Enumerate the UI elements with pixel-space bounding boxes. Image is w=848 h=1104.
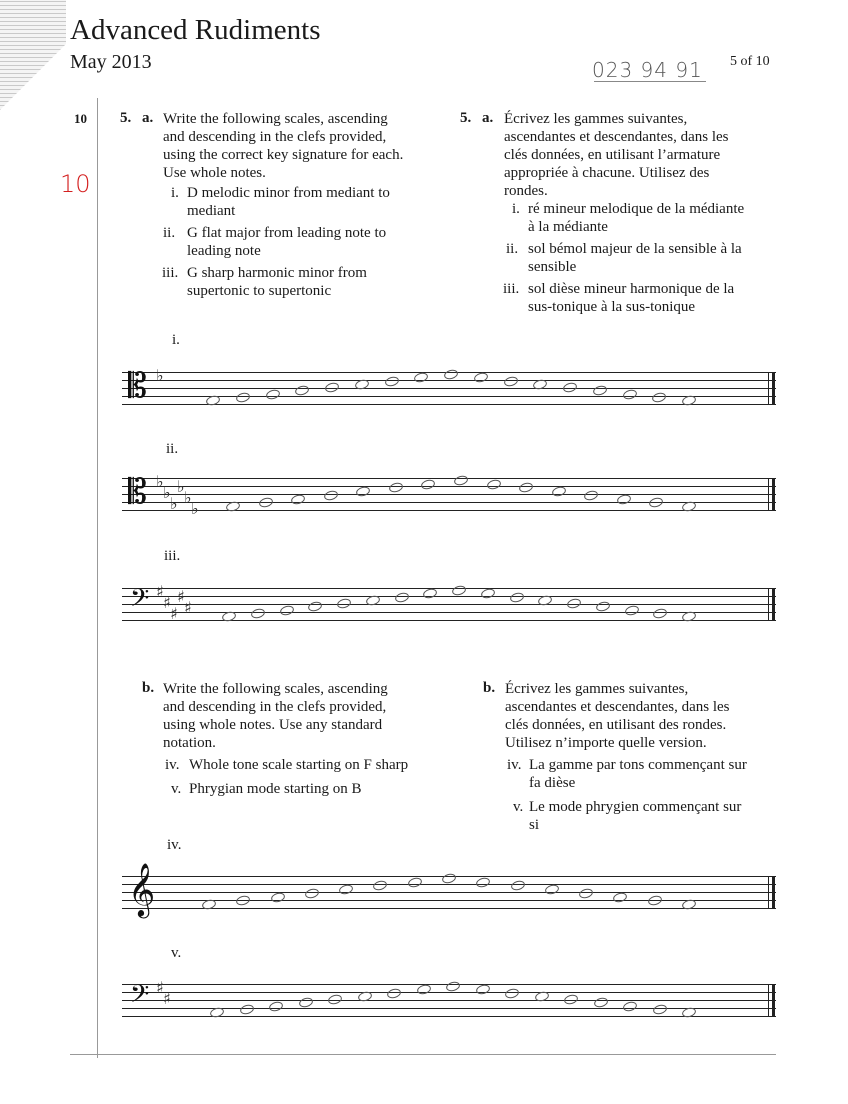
question-part-a: a. bbox=[142, 110, 154, 126]
whole-note bbox=[503, 375, 519, 387]
sharp-icon: ♯ bbox=[163, 593, 171, 612]
whole-note bbox=[518, 482, 534, 494]
whole-note bbox=[250, 607, 266, 619]
items-a-en bbox=[163, 184, 453, 300]
whole-note bbox=[422, 588, 438, 600]
staff-v-bass bbox=[122, 978, 776, 1016]
whole-note bbox=[235, 895, 251, 907]
staff-line bbox=[122, 596, 776, 597]
sharp-icon: ♯ bbox=[177, 587, 185, 606]
whole-note bbox=[551, 485, 567, 497]
staff-line bbox=[122, 380, 776, 381]
end-barline-thin bbox=[768, 876, 769, 908]
whole-note bbox=[407, 876, 423, 888]
flat-icon: ♭ bbox=[156, 366, 164, 385]
item-ii-fr: ii. sol bémol majeur de la sensible à la sensible bbox=[506, 241, 742, 275]
whole-note bbox=[386, 987, 402, 999]
staff-line bbox=[122, 404, 776, 405]
handwritten-student-id: 023 94 91 bbox=[592, 58, 703, 82]
margin-rule bbox=[97, 98, 98, 1058]
whole-note bbox=[388, 482, 404, 494]
item-iv-en: iv. Whole tone scale starting on F sharp bbox=[165, 757, 409, 773]
instructions-a-en: Write the following scales, ascending and descending in the clefs provided, using the correct key signature for each. Use whole notes. bbox=[163, 111, 404, 181]
staff-line bbox=[122, 892, 776, 893]
whole-note bbox=[624, 604, 640, 616]
staff-label-i: i. bbox=[172, 332, 180, 348]
handwritten-score: 10 bbox=[60, 170, 91, 198]
staff-iv-treble bbox=[122, 862, 776, 916]
instructions-a-fr: Écrivez les gammes suivantes, ascendantes et descendantes, dans les clés données, en utilisant l’armature appropriée à chacune. Utilisez des rondes. bbox=[504, 111, 729, 199]
instructions-b-en: Write the following scales, ascending and descending in the clefs provided, using whole notes. Use any standard notation. bbox=[163, 681, 388, 751]
end-barline-thick bbox=[772, 876, 775, 908]
whole-note bbox=[651, 391, 667, 403]
alto-clef-icon: 𝄡 bbox=[128, 366, 147, 406]
whole-note bbox=[441, 872, 457, 884]
whole-note bbox=[304, 887, 320, 899]
staff-ii-alto bbox=[122, 472, 776, 518]
page-number: 5 of 10 bbox=[730, 54, 770, 69]
staff-line bbox=[122, 612, 776, 613]
end-barline-thin bbox=[768, 588, 769, 620]
whole-note bbox=[509, 591, 525, 603]
id-underline bbox=[594, 81, 706, 82]
whole-note bbox=[648, 497, 664, 509]
flat-icon: ♭ bbox=[163, 483, 171, 502]
alto-clef-icon: 𝄡 bbox=[128, 472, 147, 512]
page-title: Advanced Rudiments bbox=[70, 14, 321, 46]
whole-note bbox=[336, 597, 352, 609]
whole-note bbox=[355, 485, 371, 497]
item-ii-en: ii. G flat major from leading note to leading note bbox=[163, 225, 387, 259]
whole-note bbox=[563, 993, 579, 1005]
exam-date: May 2013 bbox=[70, 51, 152, 73]
item-v-en: v. Phrygian mode starting on B bbox=[171, 781, 362, 797]
end-barline-thin bbox=[768, 372, 769, 404]
staff-iii-bass bbox=[122, 582, 776, 623]
staff-label-iv: iv. bbox=[167, 837, 182, 853]
end-barline-thin bbox=[768, 984, 769, 1016]
treble-clef-icon: 𝄞 bbox=[128, 862, 156, 916]
item-iii-fr: iii. sol dièse mineur harmonique de la sus-tonique à la sus-tonique bbox=[503, 281, 735, 315]
bass-clef-icon: 𝄢 bbox=[130, 584, 150, 619]
whole-note bbox=[475, 984, 491, 996]
staff-line bbox=[122, 494, 776, 495]
whole-note bbox=[394, 591, 410, 603]
whole-note bbox=[622, 1000, 638, 1012]
whole-note bbox=[647, 895, 663, 907]
corner-stripes-decoration bbox=[0, 0, 66, 110]
whole-note bbox=[420, 478, 436, 490]
item-v-fr: v. Le mode phrygien commençant sur si bbox=[513, 799, 742, 833]
item-i-en: i. D melodic minor from mediant to mediant bbox=[171, 185, 390, 219]
whole-note bbox=[451, 584, 467, 596]
whole-note bbox=[384, 375, 400, 387]
whole-note bbox=[323, 489, 339, 501]
whole-note bbox=[445, 980, 461, 992]
staff-line bbox=[122, 884, 776, 885]
whole-note bbox=[443, 368, 459, 380]
question-number-fr: 5. bbox=[460, 110, 472, 126]
item-iii-en: iii. G sharp harmonic minor from supertonic to supertonic bbox=[162, 265, 367, 299]
instructions-b-fr: Écrivez les gammes suivantes, ascendantes et descendantes, dans les clés données, en utilisant des rondes. Utilisez n’importe quelle version. bbox=[505, 681, 730, 751]
sharp-icon: ♯ bbox=[163, 989, 171, 1008]
staff-label-v: v. bbox=[171, 945, 182, 961]
whole-note bbox=[372, 880, 388, 892]
question-part-a-fr: a. bbox=[482, 110, 494, 126]
page-bottom-rule bbox=[70, 1054, 776, 1055]
staff-label-ii: ii. bbox=[166, 441, 179, 457]
item-i-fr: i. ré mineur melodique de la médiante à la médiante bbox=[512, 201, 745, 235]
whole-note bbox=[578, 887, 594, 899]
whole-note bbox=[473, 372, 489, 384]
whole-note bbox=[413, 372, 429, 384]
whole-note bbox=[453, 474, 469, 486]
whole-note bbox=[338, 883, 354, 895]
end-barline-thin bbox=[768, 478, 769, 510]
end-barline-thick bbox=[772, 984, 775, 1016]
bass-clef-icon: 𝄢 bbox=[130, 980, 150, 1015]
staff-i-alto bbox=[122, 366, 776, 406]
items-a-fr bbox=[504, 200, 774, 316]
staff-line bbox=[122, 502, 776, 503]
staff-line bbox=[122, 388, 776, 389]
question-number: 5. bbox=[120, 110, 132, 126]
whole-note bbox=[258, 497, 274, 509]
staff-line bbox=[122, 1000, 776, 1001]
staff-label-iii: iii. bbox=[164, 548, 181, 564]
sharp-icon: ♯ bbox=[156, 582, 164, 601]
end-barline-thick bbox=[772, 372, 775, 404]
whole-note bbox=[235, 391, 251, 403]
whole-note bbox=[622, 388, 638, 400]
whole-note bbox=[324, 381, 340, 393]
whole-note bbox=[544, 883, 560, 895]
flat-icon: ♭ bbox=[184, 488, 192, 507]
whole-note bbox=[583, 489, 599, 501]
sharp-icon: ♯ bbox=[170, 604, 178, 623]
whole-note bbox=[265, 388, 281, 400]
whole-note bbox=[480, 588, 496, 600]
whole-note bbox=[566, 597, 582, 609]
whole-note bbox=[652, 607, 668, 619]
flat-icon: ♭ bbox=[177, 477, 185, 496]
whole-note bbox=[475, 876, 491, 888]
whole-note bbox=[510, 880, 526, 892]
marks-available: 10 bbox=[74, 111, 87, 126]
staff-line bbox=[122, 620, 776, 621]
whole-note bbox=[416, 984, 432, 996]
flat-icon: ♭ bbox=[156, 472, 164, 491]
staff-line bbox=[122, 604, 776, 605]
item-iv-fr: iv. La gamme par tons commençant sur fa dièse bbox=[507, 757, 747, 791]
whole-note bbox=[279, 604, 295, 616]
staff-line bbox=[122, 396, 776, 397]
sharp-icon: ♯ bbox=[156, 978, 164, 997]
whole-note bbox=[486, 478, 502, 490]
whole-note bbox=[327, 993, 343, 1005]
end-barline-thick bbox=[772, 478, 775, 510]
staff-line bbox=[122, 478, 776, 479]
whole-note bbox=[239, 1003, 255, 1015]
sharp-icon: ♯ bbox=[184, 598, 192, 617]
staff-line bbox=[122, 992, 776, 993]
whole-note bbox=[652, 1003, 668, 1015]
question-part-b: b. bbox=[142, 680, 155, 696]
flat-icon: ♭ bbox=[170, 494, 178, 513]
staff-line bbox=[122, 908, 776, 909]
whole-note bbox=[562, 381, 578, 393]
staff-line bbox=[122, 900, 776, 901]
staff-line bbox=[122, 510, 776, 511]
staff-line bbox=[122, 588, 776, 589]
flat-icon: ♭ bbox=[191, 499, 199, 518]
whole-note bbox=[504, 987, 520, 999]
items-b-en bbox=[163, 756, 453, 798]
end-barline-thick bbox=[772, 588, 775, 620]
whole-note bbox=[268, 1000, 284, 1012]
items-b-fr bbox=[505, 756, 775, 834]
question-part-b-fr: b. bbox=[483, 680, 496, 696]
staff-line bbox=[122, 486, 776, 487]
